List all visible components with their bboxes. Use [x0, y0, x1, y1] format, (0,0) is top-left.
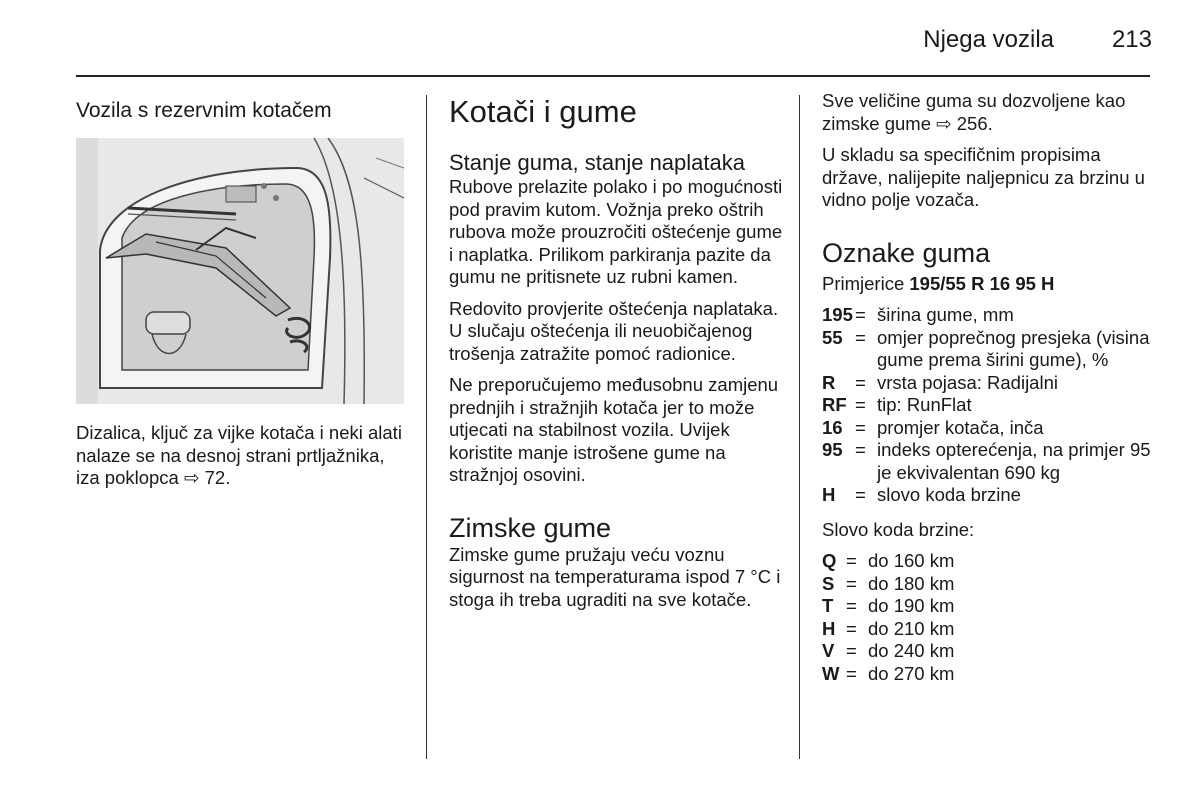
- speed-row: T = do 190 km: [822, 595, 1162, 618]
- definition-value: omjer poprečnog presjeka (visina gume prema širini gume), %: [877, 326, 1150, 370]
- speed-row: S = do 180 km: [822, 573, 1162, 596]
- definition-value: slovo koda brzine: [877, 484, 1021, 505]
- definition-key: RF: [822, 394, 847, 415]
- column-left: [76, 90, 406, 499]
- definition-key: 195: [822, 304, 853, 325]
- column-middle: [449, 90, 784, 620]
- speed-value: do 270 km: [868, 662, 955, 684]
- speed-key: T: [822, 595, 834, 616]
- speed-key: Q: [822, 550, 837, 571]
- definition-value: tip: RunFlat: [877, 394, 972, 415]
- speed-value: do 190 km: [868, 595, 955, 616]
- figure-caption: Dizalica, ključ za vijke kotača i neki alati nalaze se na desnoj strani prtljažnika, iza poklopca ⇨ 72.: [76, 422, 402, 488]
- speed-value: do 210 km: [868, 617, 955, 639]
- definition-key: 55: [822, 326, 843, 348]
- section-heading-winter-tyres: Zimske gume: [449, 512, 612, 543]
- example-code: 195/55 R 16 95 H: [909, 272, 1055, 294]
- paragraph-swap: Ne preporučujemo međusobnu zamjenu prednjih i stražnjih kotača jer to može utjecati na stabilnost vozila. Uvijek koristite manje istrošene gume na stražnjoj osovini.: [449, 374, 779, 485]
- section-heading-tyre-condition: Stanje guma, stanje naplataka: [449, 150, 745, 175]
- definition-row: RF = tip: RunFlat: [822, 394, 1162, 417]
- definition-value: promjer kotača, inča: [877, 416, 1044, 438]
- paragraph-winter: Zimske gume pružaju veću voznu sigurnost na temperaturama ispod 7 °C i stoga ih treba ugraditi na sve kotače.: [449, 543, 781, 610]
- trunk-spare-tools-illustration: [76, 138, 404, 404]
- definition-value: vrsta pojasa: Radijalni: [877, 371, 1058, 393]
- section-heading-tyre-markings: Oznake guma: [822, 237, 991, 268]
- paragraph-edges: Rubove prelazite polako i po mogućnosti pod pravim kutom. Vožnja preko oštrih rubova može prouzročiti oštećenje gume i naplatka. Prilikom parkiranja pazite da gumu ne pritisnete uz rubni kamen.: [449, 176, 783, 287]
- speed-value: do 240 km: [868, 640, 955, 661]
- column-divider-2: [799, 95, 800, 759]
- definition-row: 195 = širina gume, mm: [822, 304, 1162, 327]
- section-heading-spare-wheel: Vozila s rezervnim kotačem: [76, 99, 332, 122]
- speed-value: do 180 km: [868, 572, 955, 594]
- tyre-code-definitions: [822, 304, 1162, 507]
- definition-row: 55 = omjer poprečnog presjeka (visina gume prema širini gume), %: [822, 327, 1162, 372]
- column-right: [822, 90, 1162, 694]
- definition-key: 16: [822, 416, 843, 438]
- speed-row: W = do 270 km: [822, 663, 1162, 686]
- definition-row: 16 = promjer kotača, inča: [822, 417, 1162, 440]
- speed-code-list: [822, 550, 1162, 685]
- definition-key: R: [822, 371, 836, 393]
- paragraph-winter-sizes: Sve veličine guma su dozvoljene kao zimske gume ⇨ 256.: [822, 90, 1126, 134]
- paragraph-speed-sticker: U skladu sa specifičnim propisima države, nalijepite naljepnicu za brzinu u vidno polje vozača.: [822, 144, 1145, 210]
- definition-key: H: [822, 484, 836, 505]
- example-label: Primjerice: [822, 272, 910, 294]
- example-line: [822, 273, 1162, 296]
- definition-key: 95: [822, 439, 843, 460]
- column-divider-1: [426, 95, 427, 759]
- header-rule: [76, 75, 1150, 77]
- speed-key: S: [822, 572, 835, 594]
- speed-row: H = do 210 km: [822, 618, 1162, 641]
- paragraph-rim-check: Redovito provjerite oštećenja naplataka. U slučaju oštećenja ili neuobičajenog trošenja zatražite pomoć radionice.: [449, 297, 779, 364]
- definition-row: H = slovo koda brzine: [822, 484, 1162, 507]
- chapter-title: Kotači i gume: [449, 94, 637, 129]
- definition-value: indeks opterećenja, na primjer 95 je ekvivalentan 690 kg: [877, 439, 1151, 483]
- definition-row: 95 = indeks opterećenja, na primjer 95 je ekvivalentan 690 kg: [822, 439, 1162, 484]
- speed-code-label: Slovo koda brzine:: [822, 518, 975, 540]
- definition-row: R = vrsta pojasa: Radijalni: [822, 372, 1162, 395]
- speed-row: Q = do 160 km: [822, 550, 1162, 573]
- speed-value: do 160 km: [868, 550, 955, 571]
- speed-row: V = do 240 km: [822, 640, 1162, 663]
- speed-key: V: [822, 640, 835, 661]
- speed-key: W: [822, 662, 840, 684]
- speed-key: H: [822, 617, 836, 639]
- running-header-title: Njega vozila: [923, 26, 1054, 53]
- page-number: 213: [1111, 26, 1152, 53]
- definition-value: širina gume, mm: [877, 304, 1014, 325]
